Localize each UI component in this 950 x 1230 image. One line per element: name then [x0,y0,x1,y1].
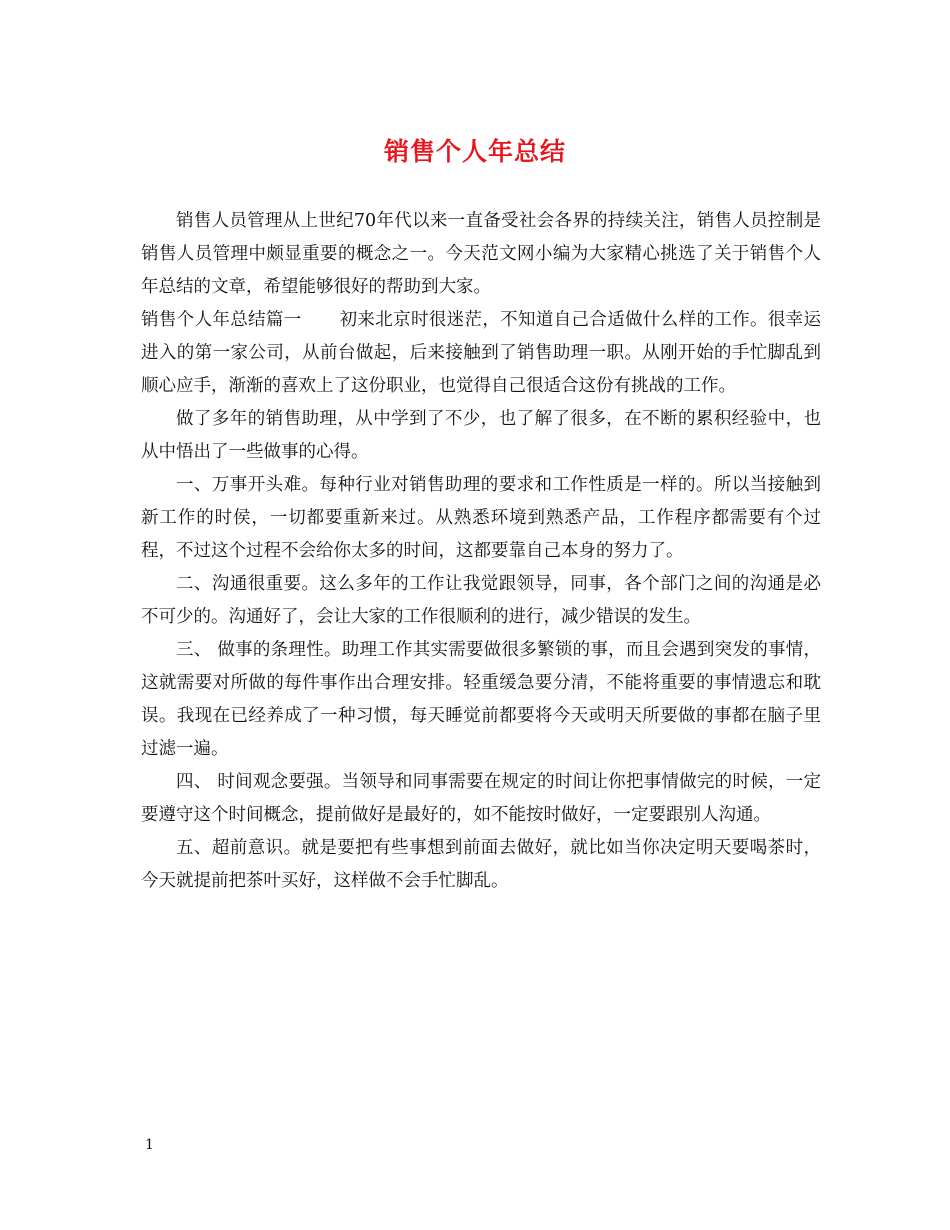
intro-paragraph: 销售人员管理从上世纪70年代以来一直备受社会各界的持续关注，销售人员控制是销售人员管理中颇显重要的概念之一。今天范文网小编为大家精心挑选了关于销售个人年总结的文章，希望能够很好的帮助到大家。 [141,211,821,297]
page-number: 1 [145,1137,154,1153]
paragraph-2: 做了多年的销售助理，从中学到了不少，也了解了很多，在不断的累积经验中，也从中悟出了一些做事的心得。 [141,409,821,462]
paragraph-5: 三、 做事的条理性。助理工作其实需要做很多繁锁的事，而且会遇到突发的事情，这就需要对所做的每件事作出合理安排。轻重缓急要分清，不能将重要的事情遗忘和耽误。我现在已经养成了一种习惯，每天睡觉前都要将今天或明天所要做的事都在脑子里过滤一遍。 [141,640,821,759]
paragraph-6: 四、 时间观念要强。当领导和同事需要在规定的时间让你把事情做完的时候，一定要遵守这个时间概念，提前做好是最好的，如不能按时做好，一定要跟别人沟通。 [141,772,821,825]
section-first-paragraph: 初来北京时很迷茫，不知道自己合适做什么样的工作。很幸运进入的第一家公司，从前台做起，后来接触到了销售助理一职。从刚开始的手忙脚乱到顺心应手，渐渐的喜欢上了这份职业，也觉得自己很适合这份有挑战的工作。 [141,310,822,396]
paragraph-4: 二、沟通很重要。这么多年的工作让我觉跟领导，同事，各个部门之间的沟通是必不可少的。沟通好了，会让大家的工作很顺利的进行，减少错误的发生。 [141,574,821,627]
page-title: 销售个人年总结 [383,137,566,166]
section-paragraph [141,304,821,403]
document-body [141,205,821,898]
paragraph-7: 五、超前意识。就是要把有些事想到前面去做好，就比如当你决定明天要喝茶时，今天就提前把茶叶买好，这样做不会手忙脚乱。 [141,838,821,891]
section-heading: 销售个人年总结篇一 [141,310,302,330]
paragraph-3: 一、万事开头难。每种行业对销售助理的要求和工作性质是一样的。所以当接触到新工作的时侯，一切都要重新来过。从熟悉环境到熟悉产品，工作程序都需要有个过程，不过这个过程不会给你太多的时间，这都要靠自己本身的努力了。 [141,475,821,561]
